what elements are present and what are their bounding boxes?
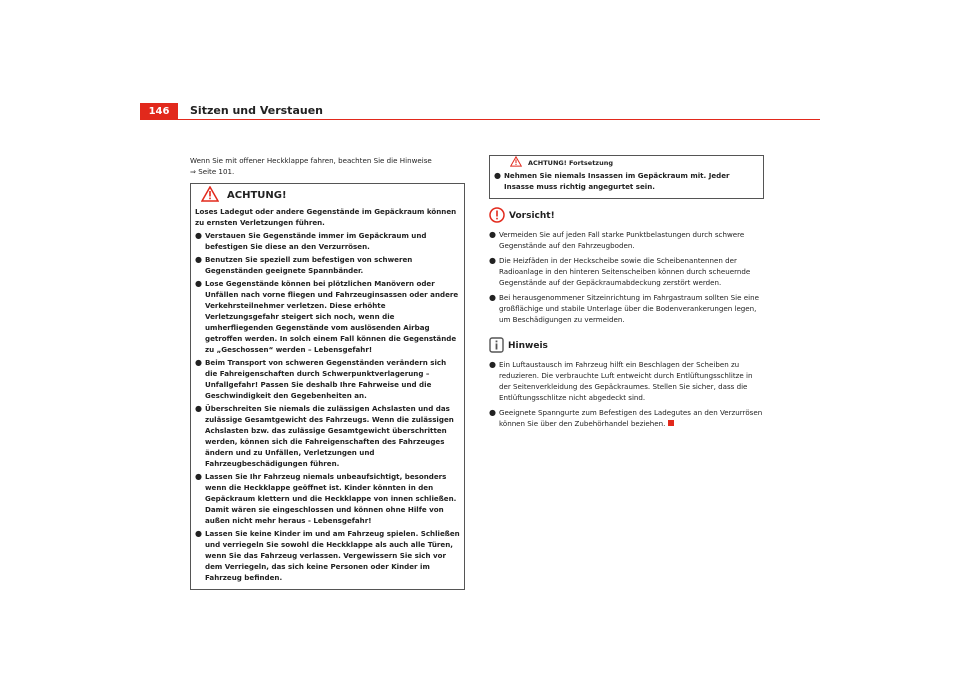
warning-item: ● Überschreiten Sie niemals die zulässigen Achslasten und das zulässige Gesamtgewicht des Fahrzeugs. Wenn die zulässigen Achslasten bzw. das zulässige Gesamtgewicht überschritten werden, können sich die Fahreigenschaften des Fahrzeuges ändern und zu Unfällen, Verletzungen und Fahrzeugbeschädigungen führen. (195, 404, 454, 468)
intro-text (190, 155, 465, 177)
warning-item: ● Nehmen Sie niemals Insassen im Gepäckraum mit. Jeder Insasse muss richtig angegurtet sein. (494, 171, 730, 191)
header-rule (140, 119, 820, 120)
warning-triangle-icon (201, 186, 219, 205)
intro-line-1: Wenn Sie mit offener Heckklappe fahren, beachten Sie die Hinweise (190, 156, 432, 165)
caution-item: ● Die Heizfäden in der Heckscheibe sowie die Scheibenantennen der Radioanlage in den hinteren Seitenscheiben können durch scheuernde Gegenstände auf der Gepäckraumabdeckung zerstört werden. (489, 256, 751, 287)
note-item: ● Ein Luftaustausch im Fahrzeug hilft ein Beschlagen der Scheiben zu reduzieren. Die verbrauchte Luft entweicht durch Entlüftungsschlitze in der Seitenverkleidung des Gepäckraumes. Stellen Sie sicher, dass die Entlüftungsschlitze nicht abgedeckt sind. (489, 360, 753, 402)
warning-header (195, 184, 460, 206)
right-column (489, 155, 764, 433)
intro-line-2: ⇒ Seite 101. (190, 167, 235, 176)
note-header (489, 337, 764, 356)
caution-header (489, 207, 764, 226)
warning-item: ● Verstauen Sie Gegenstände immer im Gepäckraum und befestigen Sie diese an den Verzurrösen. (195, 231, 427, 251)
caution-title: Vorsicht! (509, 211, 555, 221)
warning-lead: Loses Ladegut oder andere Gegenstände im Gepäckraum können zu ernsten Verletzungen führen. (195, 207, 457, 227)
warning-item: ● Lassen Sie keine Kinder im und am Fahrzeug spielen. Schließen und verriegeln Sie sowohl die Heckklappe als auch alle Türen, wenn Sie das Fahrzeug verlassen. Vergewissern Sie sich vor dem Verriegeln, das sich keine Personen oder Kinder im Fahrzeug befinden. (195, 529, 460, 582)
caution-item: ● Vermeiden Sie auf jeden Fall starke Punktbelastungen durch schwere Gegenstände auf den Fahrzeugboden. (489, 230, 745, 250)
left-column (190, 155, 465, 590)
warning-item: ● Lose Gegenstände können bei plötzlichen Manövern oder Unfällen nach vorne fliegen und Fahrzeuginsassen oder andere Verkehrsteilnehmer verletzen. Diese erhöhte Verletzungsgefahr steigert sich noch, wenn die umherfliegenden Gegenstände vom auslösenden Airbag getroffen werden. In solch einem Fall können die Gegenstände zu „Geschossen“ werden – Lebensgefahr! (195, 279, 459, 354)
warning-title: ACHTUNG! (227, 189, 287, 201)
page-number: 146 (140, 103, 178, 119)
note-item: ● Geeignete Spanngurte zum Befestigen des Ladegutes an den Verzurrösen können Sie über den Zubehörhandel beziehen. (489, 408, 763, 428)
note-body (489, 359, 764, 433)
warning-continued-title: ACHTUNG! Fortsetzung (528, 158, 613, 167)
warning-item: ● Lassen Sie Ihr Fahrzeug niemals unbeaufsichtigt, besonders wenn die Heckklappe geöffnet ist. Kinder könnten in den Gepäckraum klettern und die Heckklappe von innen schließen. Damit wären sie eingeschlossen und können ohne Hilfe von außen nicht mehr heraus - Lebensgefahr! (195, 472, 457, 525)
warning-item: ● Beim Transport von schweren Gegenständen verändern sich die Fahreigenschaften durch Schwerpunktverlagerung – Unfallgefahr! Passen Sie deshalb Ihre Fahrweise und die Geschwindigkeit den Gegebenheiten an. (195, 358, 447, 400)
end-square-icon (668, 420, 674, 426)
caution-body (489, 229, 764, 329)
warning-triangle-icon (510, 156, 522, 170)
warning-continued-box (489, 155, 764, 199)
page-title: Sitzen und Verstauen (190, 104, 323, 117)
note-title: Hinweis (508, 341, 548, 351)
caution-circle-icon (489, 207, 505, 226)
warning-item: ● Benutzen Sie speziell zum befestigen von schweren Gegenständen geeignete Spannbänder. (195, 255, 413, 275)
warning-box (190, 183, 465, 590)
note-icon (489, 337, 504, 356)
warning-continued-header (494, 156, 759, 170)
caution-item: ● Bei herausgenommener Sitzeinrichtung im Fahrgastraum sollten Sie eine großflächige und stabile Unterlage über die Bodenverankerungen legen, um Beschädigungen zu vermeiden. (489, 293, 759, 324)
